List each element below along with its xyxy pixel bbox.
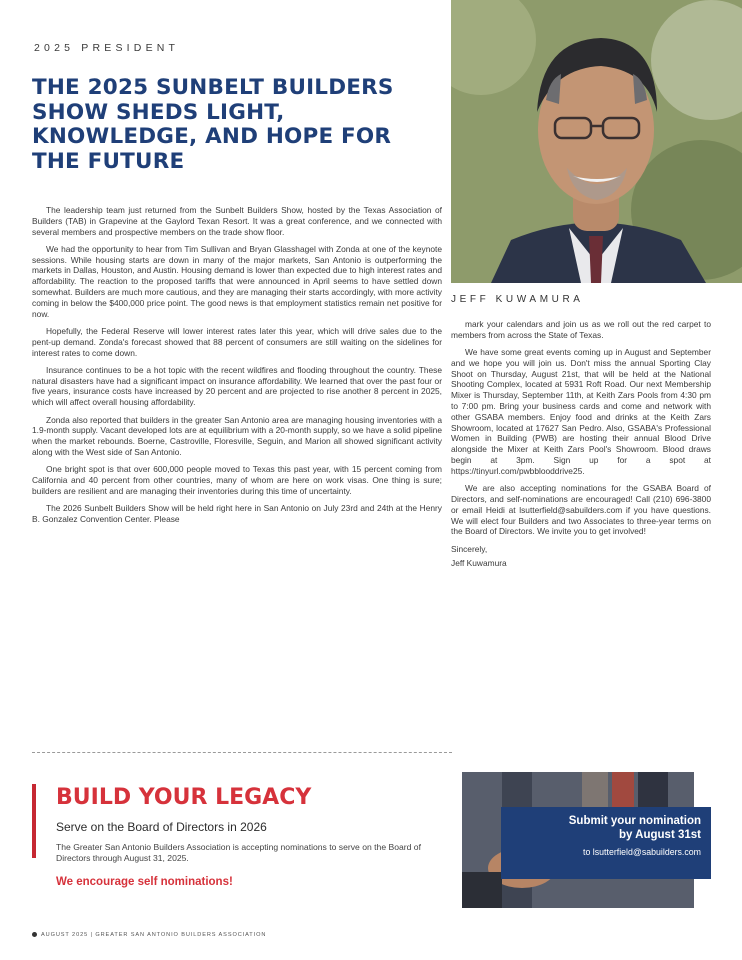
article-headline: THE 2025 SUNBELT BUILDERS SHOW SHEDS LIGHT, KNOWLEDGE, AND HOPE FOR THE FUTURE <box>32 75 394 174</box>
article-paragraph: The leadership team just returned from the Sunbelt Builders Show, hosted by the Texas Association of Builders (TAB) in Grapevine at the Gaylord Texan Resort. It was a great conference, and we connected with several members and prospective members on the trade show floor. <box>32 205 442 237</box>
promo-title: BUILD YOUR LEGACY <box>56 785 312 810</box>
portrait-illustration <box>451 0 742 283</box>
submit-nomination-box <box>501 807 711 879</box>
article-paragraph: Insurance continues to be a hot topic with the recent wildfires and flooding throughout the country. These natural disasters have had a significant impact on insurance affordability. We learned that over the past four or five years, insurance costs have increased by 20 percent and are projected to rise another 8 percent in 2025, which will affect overall housing affordability. <box>32 364 442 408</box>
president-portrait <box>451 0 742 283</box>
article-paragraph: mark your calendars and join us as we roll out the red carpet to members from across the State of Texas. <box>451 319 711 340</box>
closing: Sincerely, <box>451 543 488 554</box>
footer-text: AUGUST 2025 | GREATER SAN ANTONIO BUILDERS ASSOCIATION <box>41 932 267 938</box>
article-column-right <box>451 319 711 749</box>
promo-accent-bar <box>32 784 36 858</box>
promo-body: The Greater San Antonio Builders Association is accepting nominations to serve on the Board of Directors through August 31, 2025. <box>56 842 421 863</box>
promo-call-to-action: We encourage self nominations! <box>56 876 233 888</box>
signature: Jeff Kuwamura <box>451 558 507 569</box>
page-footer <box>32 932 266 938</box>
article-paragraph: One bright spot is that over 600,000 people moved to Texas this past year, with 15 percent coming from California and 40 percent from other countries, many of whom are here on work visas. One thing is sure; builders are resilient and are managing their inventories during this time of uncertainty. <box>32 464 442 496</box>
article-paragraph: We are also accepting nominations for the GSABA Board of Directors, and self-nominations are encouraged! Call (210) 696-3800 or email Heidi at lsutterfield@sabuilders.com if you have questions. We will elect four Builders and two Associates to three-year terms on the Board of Directors. We invite you to get involved! <box>451 483 711 537</box>
submit-email[interactable]: to lsutterfield@sabuilders.com <box>583 847 701 857</box>
submit-line-1: Submit your nomination <box>568 815 701 827</box>
bullet-icon <box>32 932 37 937</box>
promo-subtitle: Serve on the Board of Directors in 2026 <box>56 820 267 834</box>
article-paragraph: Zonda also reported that builders in the greater San Antonio area are managing housing inventories with a 1.9-month supply. Vacant developed lots are at equilibrium with a 20-month supply, so we have a solid pipeline when the market rebounds. Boerne, Castroville, Floresville, Seguin, and Marion all showed significant activity along with the West side of San Antonio. <box>32 414 442 457</box>
submit-line-2: by August 31st <box>618 829 701 841</box>
article-paragraph: We had the opportunity to hear from Tim Sullivan and Bryan Glasshagel with Zonda at one of the keynote sessions. While housing starts are down in many of the major markets, San Antonio is outperforming the markets in Dallas, Houston, and Austin. Housing demand is lower than expected due to high interest rates and affordability. The reaction to the proposed tariffs that were announced in April seems to have settled down somewhat. Builders are much more cautious, and they are managing their starts accordingly, with more activity coming in below the $400,000 price point. The good news is that employment statistics remain net positive for now. <box>32 243 442 319</box>
article-column-left <box>32 205 442 745</box>
article-paragraph: We have some great events coming up in August and September and we hope you will join us. Don't miss the annual Sporting Clay Shoot on Thursday, August 21st, that will be held at the National Shooting Complex, located at 5931 Roft Road. Our next Membership Mixer is Thursday, September 11th, at Keith Zars Pools from 4:30 pm to 7:00 pm. Bring your business cards and come and network with other GSABA members. Enjoy food and drinks at the Keith Zars Showroom, located at 17627 San Pedro. Also, GSABA's Professional Women in Building (PWB) are hosting their annual Blood Drive alongside the Mixer at Keith Zars Pool's Showroom. Blood draws begin at 3pm. Sign up for a spot at https://tinyurl.com/pwbblooddrive25. <box>451 347 711 476</box>
article-paragraph: The 2026 Sunbelt Builders Show will be held right here in San Antonio on July 23rd and 24th at the Henry B. Gonzalez Convention Center. Please <box>32 503 442 524</box>
section-eyebrow: 2025 PRESIDENT <box>34 42 180 54</box>
section-divider <box>32 752 452 753</box>
article-paragraph: Hopefully, the Federal Reserve will lower interest rates later this year, which will drive sales due to the pent-up demand. Zonda's forecast showed that 88 percent of consumers are still waiting on the sidelines for interest rates to come down. <box>32 325 442 358</box>
photo-caption: JEFF KUWAMURA <box>451 294 584 305</box>
